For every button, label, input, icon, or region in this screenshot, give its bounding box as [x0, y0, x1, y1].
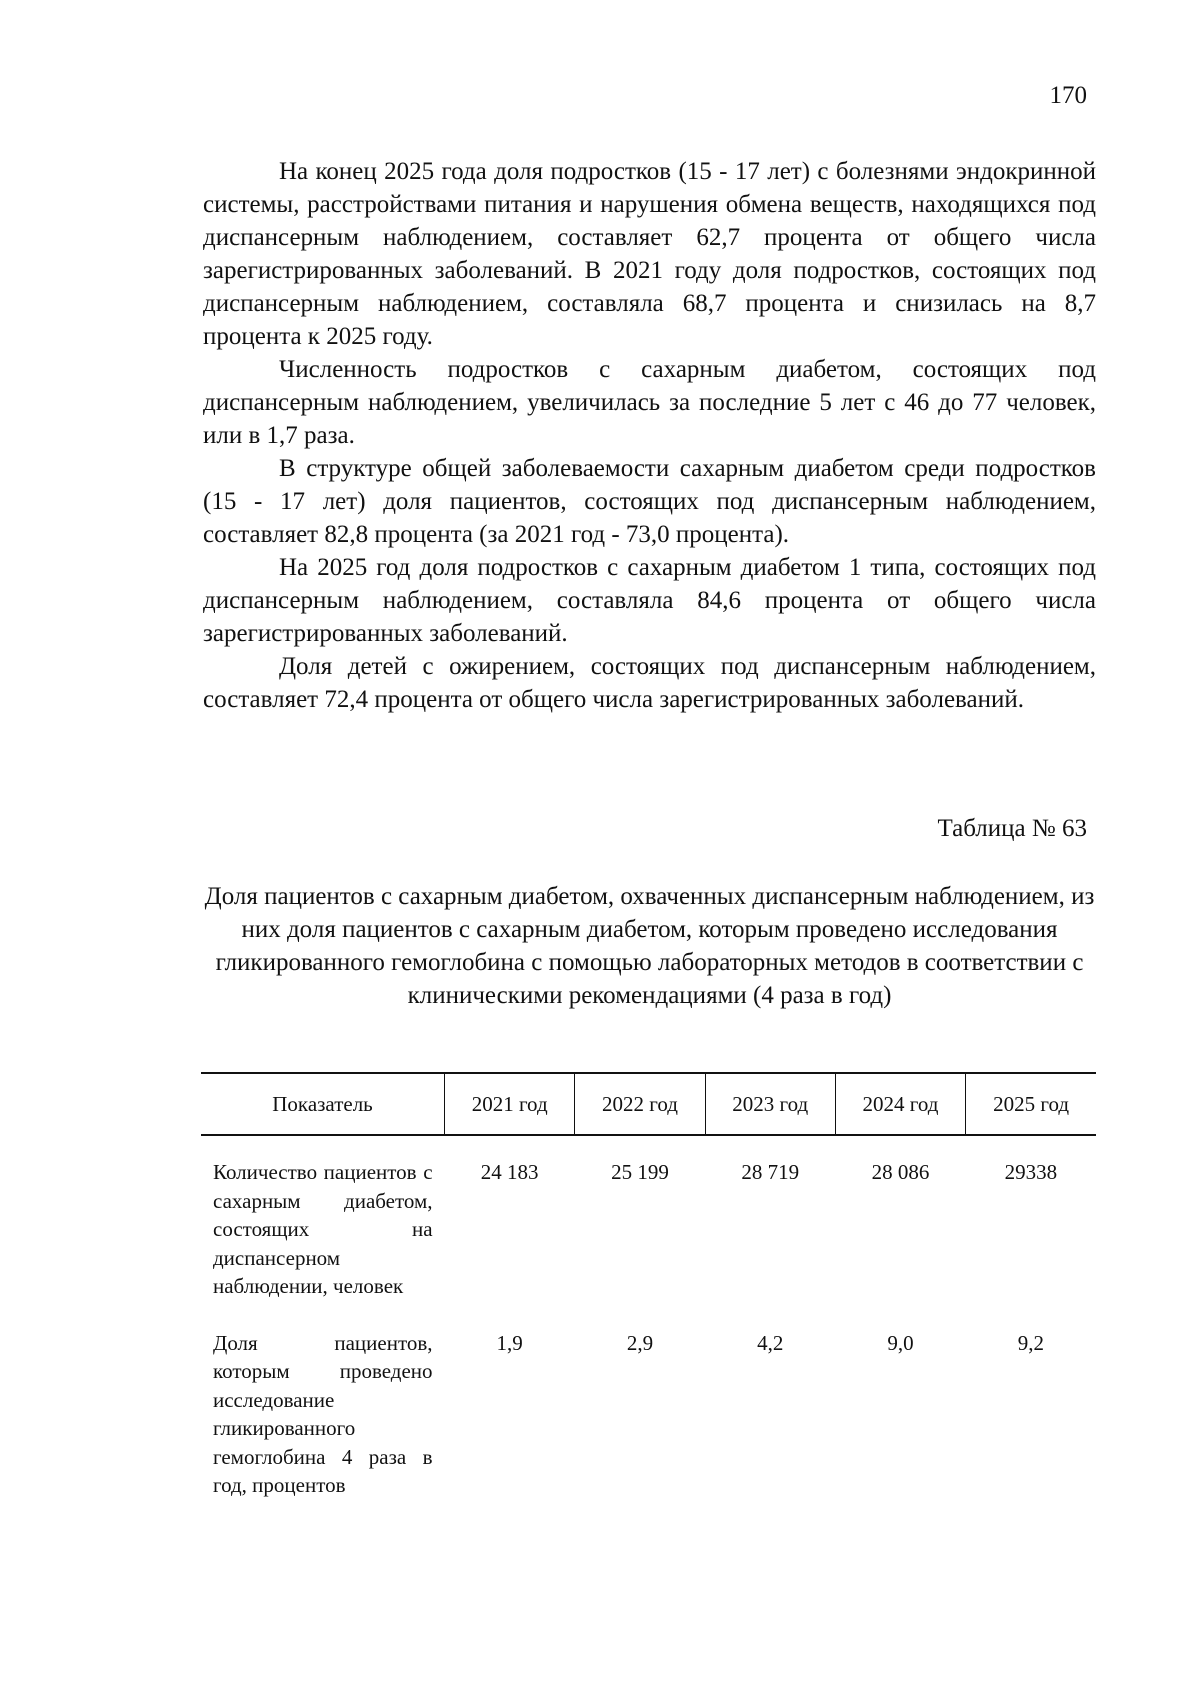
table-cell: 25 199 [611, 1160, 669, 1184]
table-row [201, 1301, 1096, 1500]
table-cell: 29338 [1004, 1160, 1058, 1184]
table-cell: 28 086 [871, 1160, 930, 1184]
column-header: 2024 год [835, 1073, 965, 1135]
page-number: 170 [1049, 82, 1087, 109]
body-text [203, 155, 1096, 716]
table-cell: 24 183 [480, 1160, 539, 1184]
paragraph: На 2025 год доля подростков с сахарным диабетом 1 типа, состоящих под диспансерным наблюдением, составляла 84,6 процента от общего числа зарегистрированных заболеваний. [203, 554, 1096, 647]
table-number: Таблица № 63 [937, 815, 1087, 842]
column-header: 2025 год [966, 1073, 1096, 1135]
table-cell: 1,9 [496, 1330, 523, 1355]
column-header: 2021 год [445, 1073, 575, 1135]
paragraph: Доля детей с ожирением, состоящих под диспансерным наблюдением, составляет 72,4 процента от общего числа зарегистрированных заболеваний. [203, 653, 1096, 713]
table-cell: 4,2 [757, 1330, 784, 1355]
column-header: 2022 год [575, 1073, 705, 1135]
column-header: Показатель [201, 1073, 445, 1135]
data-table [201, 1072, 1096, 1500]
table-title: Доля пациентов с сахарным диабетом, охваченных диспансерным наблюдением, из них доля пациентов с сахарным диабетом, которым проведено исследования гликированного гемоглобина с помощью лабораторных методов в соответствии с клиническими рекомендациями (4 раза в год) [204, 883, 1095, 1009]
table-row [201, 1135, 1096, 1301]
paragraph: В структуре общей заболеваемости сахарным диабетом среди подростков (15 - 17 лет) доля пациентов, состоящих под диспансерным наблюдением, составляет 82,8 процента (за 2021 год - 73,0 процента). [203, 455, 1096, 548]
column-header: 2023 год [705, 1073, 835, 1135]
table-cell: 9,0 [887, 1330, 914, 1355]
paragraph: На конец 2025 года доля подростков (15 - 17 лет) с болезнями эндокринной системы, расстройствами питания и нарушения обмена веществ, находящихся под диспансерным наблюдением, составляет 62,7 процента от общего числа зарегистрированных заболеваний. В 2021 году доля подростков, состоящих под диспансерным наблюдением, составляла 68,7 процента и снизилась на 8,7 процента к 2025 году. [203, 158, 1096, 350]
paragraph: Численность подростков с сахарным диабетом, состоящих под диспансерным наблюдением, увеличилась за последние 5 лет с 46 до 77 человек, или в 1,7 раза. [203, 356, 1096, 449]
table-cell: 2,9 [626, 1330, 654, 1355]
row-label: Количество пациентов с сахарным диабетом, состоящих на диспансерном наблюдении, человек [213, 1160, 433, 1298]
table-cell: 9,2 [1017, 1330, 1044, 1355]
row-label: Доля пациентов, которым проведено исследование гликированного гемоглобина 4 раза в год, процентов [213, 1330, 433, 1497]
table-cell: 28 719 [741, 1160, 800, 1184]
table-header-row [201, 1073, 1096, 1135]
